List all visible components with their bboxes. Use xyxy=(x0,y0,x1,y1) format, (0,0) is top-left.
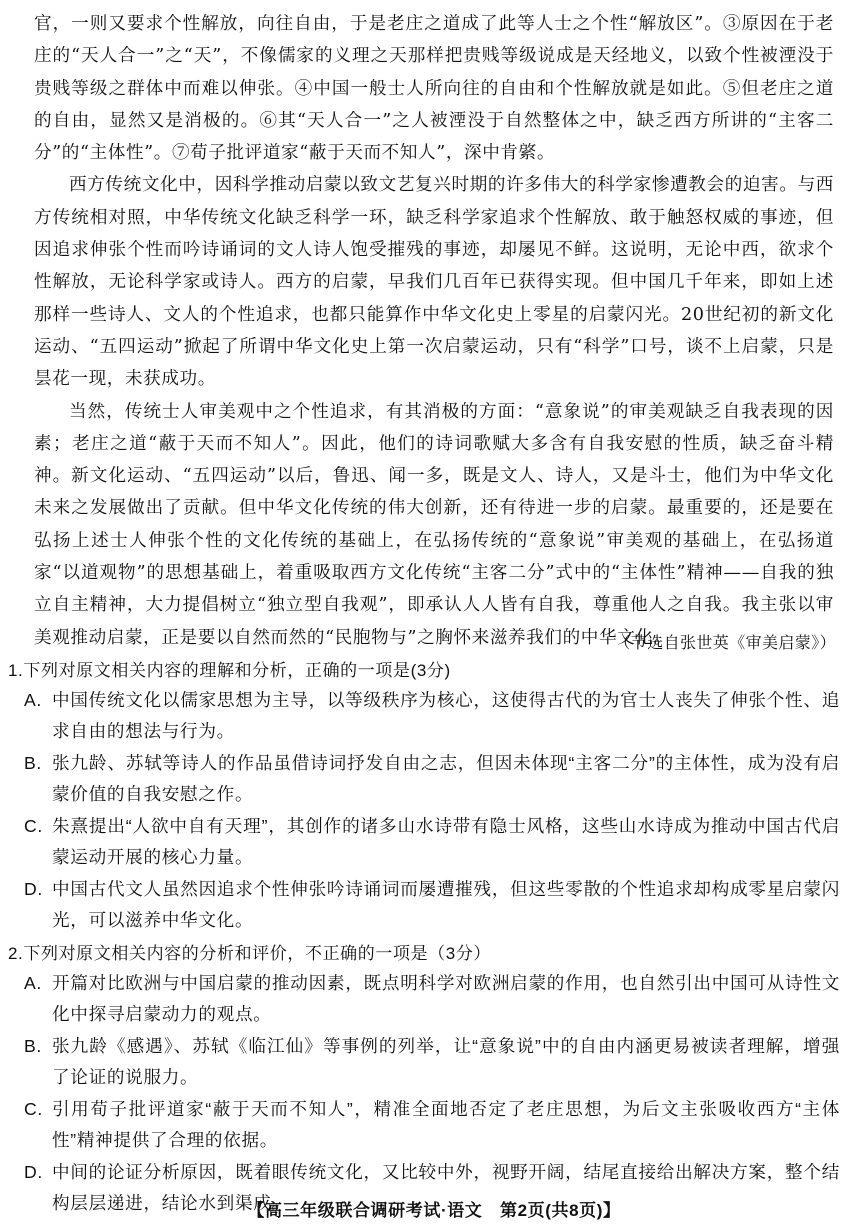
question-2 xyxy=(8,940,840,1219)
questions-section xyxy=(8,657,840,1223)
page-footer: 【高三年级联合调研考试·语文 第2页(共8页)】 xyxy=(247,1201,621,1220)
question-1-option-d xyxy=(24,874,840,936)
question-2-stem: 2.下列对原文相关内容的分析和评价，不正确的一项是（3分） xyxy=(8,944,492,963)
passage-paragraph-1: 官，一则又要求个性解放，向往自由，于是老庄之道成了此等人士之个性“解放区”。③原因在于老庄的“天人合一”之“天”，不像儒家的义理之天那样把贵贱等级说成是天经地义，以致个性被湮没于贵贱等级之群体中而难以伸张。④中国一般士人所向往的自由和个性解放就是如此。⑤但老庄之道的自由，显然又是消极的。⑥其“天人合一”之人被湮没于自然整体之中，缺乏西方所讲的“主客二分”的“主体性”。⑦荀子批评道家“蔽于天而不知人”，深中肯綮。 xyxy=(34,14,834,164)
question-1-option-a xyxy=(24,685,840,747)
question-2-option-b xyxy=(24,1031,840,1093)
question-2-option-c xyxy=(24,1094,840,1156)
question-1-stem: 1.下列对原文相关内容的理解和分析，正确的一项是(3分) xyxy=(8,661,451,680)
question-1-option-c xyxy=(24,811,840,873)
option-text: 引用荀子批评道家“蔽于天而不知人”，精准全面地否定了老庄思想，为后文主张吸收西方“主体性”精神提供了合理的依据。 xyxy=(52,1099,840,1150)
option-letter: D. xyxy=(24,879,43,899)
option-letter: B. xyxy=(24,753,43,773)
reading-passage xyxy=(34,8,834,654)
option-letter: A. xyxy=(24,690,43,710)
option-text: 张九龄《感遇》、苏轼《临江仙》等事例的列举，让“意象说”中的自由内涵更易被读者理解，增强了论证的说服力。 xyxy=(52,1036,840,1087)
passage-paragraph-2: 西方传统文化中，因科学推动启蒙以致文艺复兴时期的许多伟大的科学家惨遭教会的迫害。与西方传统相对照，中华传统文化缺乏科学一环，缺乏科学家追求个性解放、敢于触怒权威的事迹，但因追求伸张个性而吟诗诵词的文人诗人饱受摧残的事迹，却屡见不鲜。这说明，无论中西，欲求个性解放，无论科学家或诗人。西方的启蒙，早我们几百年已获得实现。但中国几千年来，即如上述那样一些诗人、文人的个性追求，也都只能算作中华文化史上零星的启蒙闪光。20世纪初的新文化运动、“五四运动”掀起了所谓中华文化史上第一次启蒙运动，只有“科学”口号，谈不上启蒙，只是昙花一现，未获成功。 xyxy=(34,175,834,390)
question-1-option-b xyxy=(24,748,840,810)
passage-paragraph-3: 当然，传统士人审美观中之个性追求，有其消极的方面：“意象说”的审美观缺乏自我表现的因素；老庄之道“蔽于天而不知人”。因此，他们的诗词歌赋大多含有自我安慰的性质，缺乏奋斗精神。新文化运动、“五四运动”以后，鲁迅、闻一多，既是文人、诗人，又是斗士，他们为中华文化未来之发展做出了贡献。但中华文化传统的伟大创新，还有待进一步的启蒙。最重要的，还是要在弘扬上述士人伸张个性的文化传统的基础上，在弘扬传统的“意象说”审美观的基础上，在弘扬道家“以道观物”的思想基础上，着重吸取西方文化传统“主客二分”式中的“主体性”精神——自我的独立自主精神，大力提倡树立“独立型自我观”，即承认人人皆有自我，尊重他人之自我。我主张以审美观推动启蒙，正是要以自然而然的“民胞物与”之胸怀来滋养我们的中华文化。 xyxy=(34,401,834,648)
source-citation: （节选自张世英《审美启蒙》） xyxy=(614,633,836,652)
option-text: 中间的论证分析原因，既着眼传统文化，又比较中外，视野开阔，结尾直接给出解决方案，整个结构层层递进，结论水到渠成。 xyxy=(52,1162,840,1213)
option-letter: C. xyxy=(24,1099,43,1119)
option-letter: C. xyxy=(24,816,43,836)
question-1 xyxy=(8,657,840,936)
option-text: 中国古代文人虽然因追求个性伸张吟诗诵词而屡遭摧残，但这些零散的个性追求却构成零星启蒙闪光，可以滋养中华文化。 xyxy=(52,879,840,930)
option-letter: D. xyxy=(24,1162,43,1182)
option-text: 朱熹提出“人欲中自有天理”，其创作的诸多山水诗带有隐士风格，这些山水诗成为推动中国古代启蒙运动开展的核心力量。 xyxy=(52,816,840,867)
option-text: 开篇对比欧洲与中国启蒙的推动因素，既点明科学对欧洲启蒙的作用，也自然引出中国可从诗性文化中探寻启蒙动力的观点。 xyxy=(52,973,840,1024)
question-2-option-a xyxy=(24,968,840,1030)
option-text: 张九龄、苏轼等诗人的作品虽借诗词抒发自由之志，但因未体现“主客二分”的主体性，成为没有启蒙价值的自我安慰之作。 xyxy=(52,753,840,804)
option-letter: A. xyxy=(24,973,43,993)
option-text: 中国传统文化以儒家思想为主导，以等级秩序为核心，这使得古代的为官士人丧失了伸张个性、追求自由的想法与行为。 xyxy=(52,690,840,741)
option-letter: B. xyxy=(24,1036,43,1056)
